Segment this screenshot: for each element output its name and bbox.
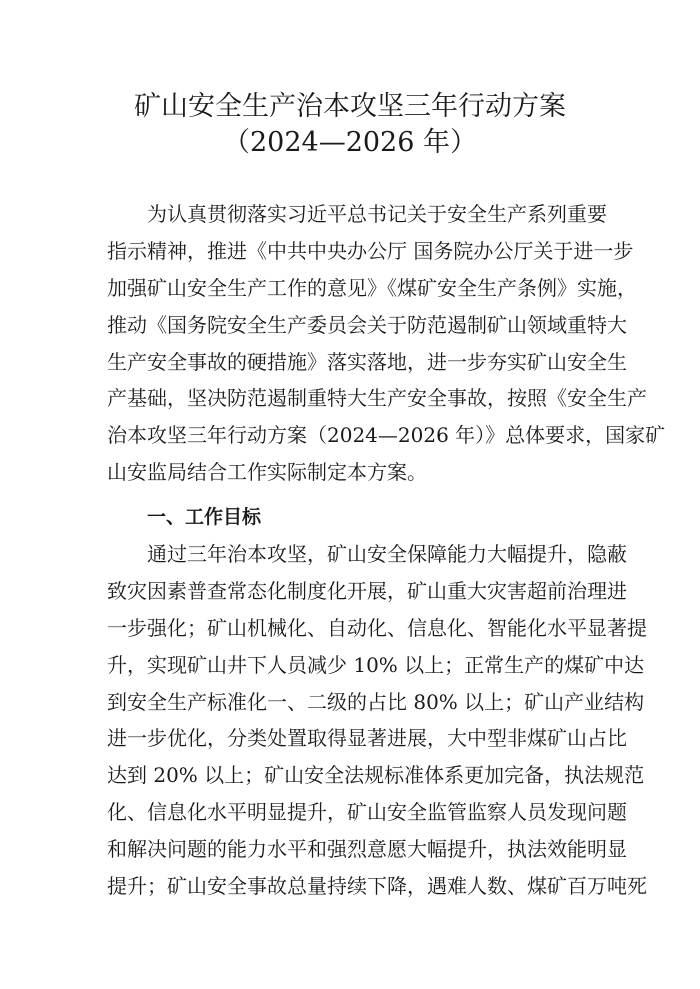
intro-line: 生产安全事故的硬措施》落实落地，进一步夯实矿山安全生 xyxy=(107,349,627,374)
goals-line: 化、信息化水平明显提升，矿山安全监管监察人员发现问题 xyxy=(107,800,627,825)
intro-paragraph xyxy=(107,196,666,491)
section-heading-work-goals: 一、工作目标 xyxy=(147,506,262,528)
goals-line: 到安全生产标准化一、二级的占比 80% 以上；矿山产业结构 xyxy=(107,689,645,714)
document-subtitle: （2024—2026 年） xyxy=(222,127,477,158)
intro-line: 为认真贯彻落实习近平总书记关于安全生产系列重要 xyxy=(147,202,607,226)
goals-line: 达到 20% 以上；矿山安全法规标准体系更加完备，执法规范 xyxy=(107,763,645,788)
intro-line: 指示精神，推进《中共中央办公厅 国务院办公厅关于进一步 xyxy=(107,238,634,263)
goals-line: 和解决问题的能力水平和强烈意愿大幅提升，执法效能明显 xyxy=(107,837,627,862)
goals-line: 一步强化；矿山机械化、自动化、信息化、智能化水平显著提 xyxy=(107,615,647,640)
goals-line: 提升；矿山安全事故总量持续下降，遇难人数、煤矿百万吨死 xyxy=(107,874,647,899)
intro-line: 治本攻坚三年行动方案（2024—2026 年）》总体要求，国家矿 xyxy=(107,423,666,448)
work-goals-paragraph xyxy=(107,536,647,905)
goals-line: 致灾因素普查常态化制度化开展，矿山重大灾害超前治理进 xyxy=(107,578,627,603)
intro-line: 产基础，坚决防范遏制重特大生产安全事故，按照《安全生产 xyxy=(107,386,647,411)
document-title: 矿山安全生产治本攻坚三年行动方案 xyxy=(134,91,566,122)
goals-line: 进一步优化，分类处置取得显著进展，大中型非煤矿山占比 xyxy=(107,726,627,751)
goals-line: 通过三年治本攻坚，矿山安全保障能力大幅提升，隐蔽 xyxy=(147,542,627,566)
intro-line: 推动《国务院安全生产委员会关于防范遏制矿山领域重特大 xyxy=(107,312,627,337)
intro-line: 山安监局结合工作实际制定本方案。 xyxy=(107,460,427,485)
intro-line: 加强矿山安全生产工作的意见》《煤矿安全生产条例》实施， xyxy=(107,275,637,300)
goals-line: 升，实现矿山井下人员减少 10% 以上；正常生产的煤矿中达 xyxy=(107,652,645,677)
